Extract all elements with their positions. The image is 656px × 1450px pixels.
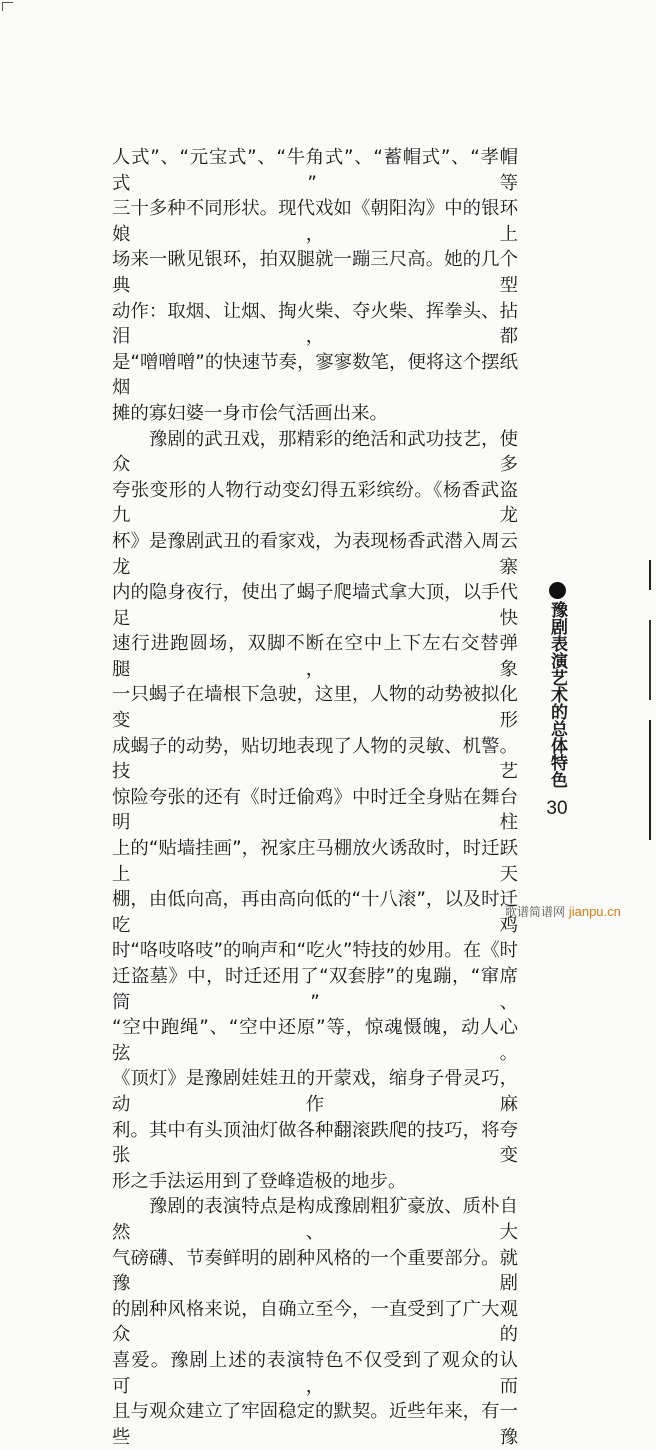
text-line: 杯》是豫剧武丑的看家戏，为表现杨香武潜入周云龙寨 [112, 530, 518, 578]
text-line: 且与观众建立了牢固稳定的默契。近些年来，有一些豫 [112, 1401, 518, 1448]
text-line: 上的“贴墙挂画”，祝家庄马棚放火诱敌时，时迁跃上天 [112, 838, 518, 885]
text-line: 是“噌噌噌”的快速节奏，寥寥数笔，便将这个摆纸烟 [112, 351, 518, 399]
text-line: 一只蝎子在墙根下急驶，这里，人物的动势被拟化变形 [112, 684, 518, 732]
running-header [543, 582, 571, 820]
text-line: 夸张变形的人物行动变幻得五彩缤纷。《杨香武盗九龙 [112, 479, 518, 527]
bullet-dot-icon [549, 582, 566, 599]
text-line: 形之手法运用到了登峰造极的地步。 [112, 1170, 407, 1192]
watermark-site-name: 歌谱简谱网 [505, 905, 566, 919]
scan-edge-line [649, 0, 651, 860]
text-line: 时“咯吱咯吱”的响声和“吃火”特技的妙用。在《时 [112, 940, 518, 962]
chapter-title: 豫剧表演艺术的总体特色 [547, 601, 567, 788]
text-line: 气磅礴、节奏鲜明的剧种风格的一个重要部分。就豫剧 [112, 1247, 518, 1295]
text-line: 动作：取烟、让烟、掏火柴、夺火柴、挥拳头、拈泪，都 [112, 300, 518, 348]
page-number: 30 [546, 798, 568, 819]
text-line: “空中跑绳”、“空中还原”等，惊魂慑魄，动人心弦。 [112, 1017, 518, 1064]
text-line: 《顶灯》是豫剧娃娃丑的开蒙戏，缩身子骨灵巧，动作麻 [112, 1068, 518, 1115]
text-line: 摊的寡妇婆一身市侩气活画出来。 [112, 402, 388, 424]
text-line: 豫剧的武丑戏，那精彩的绝活和武功技艺，使众多 [112, 428, 518, 476]
text-line: 场来一瞅见银环，拍双腿就一蹦三尺高。她的几个典型 [112, 249, 518, 296]
text-line: 迁盗墓》中，时迁还用了“双套脖”的鬼蹦，“窜席筒”、 [112, 966, 518, 1013]
text-line: 豫剧的表演特点是构成豫剧粗犷豪放、质朴自然、大 [112, 1196, 518, 1243]
text-line: 内的隐身夜行，使出了蝎子爬墙式拿大顶，以手代足快 [112, 582, 518, 629]
text-line: 喜爱。豫剧上述的表演特色不仅受到了观众的认可，而 [112, 1349, 518, 1397]
text-line: 棚，由低向高，再由高向低的“十八滚”，以及时迁吃鸡 [112, 889, 518, 936]
text-line: 三十多种不同形状。现代戏如《朝阳沟》中的银环娘，上 [112, 198, 518, 245]
text-line: 的剧种风格来说，自确立至今，一直受到了广大观众的 [112, 1298, 518, 1346]
watermark-url: jianpu.cn [568, 904, 621, 919]
scan-corner-mark [2, 2, 13, 11]
watermark [505, 903, 621, 920]
text-line: 成蝎子的动势，贴切地表现了人物的灵敏、机警。技艺 [112, 735, 518, 783]
text-line: 惊险夸张的还有《时迁偷鸡》中时迁全身贴在舞台明柱 [112, 786, 518, 834]
body-text [112, 145, 518, 1450]
text-line: 速行进跑圆场，双脚不断在空中上下左右交替弹腿，象 [112, 633, 518, 680]
text-line: 利。其中有头顶油灯做各种翻滚跌爬的技巧，将夸张变 [112, 1119, 518, 1167]
text-line: 人式”、“元宝式”、“牛角式”、“蓄帽式”、“孝帽式” 等 [112, 147, 518, 194]
